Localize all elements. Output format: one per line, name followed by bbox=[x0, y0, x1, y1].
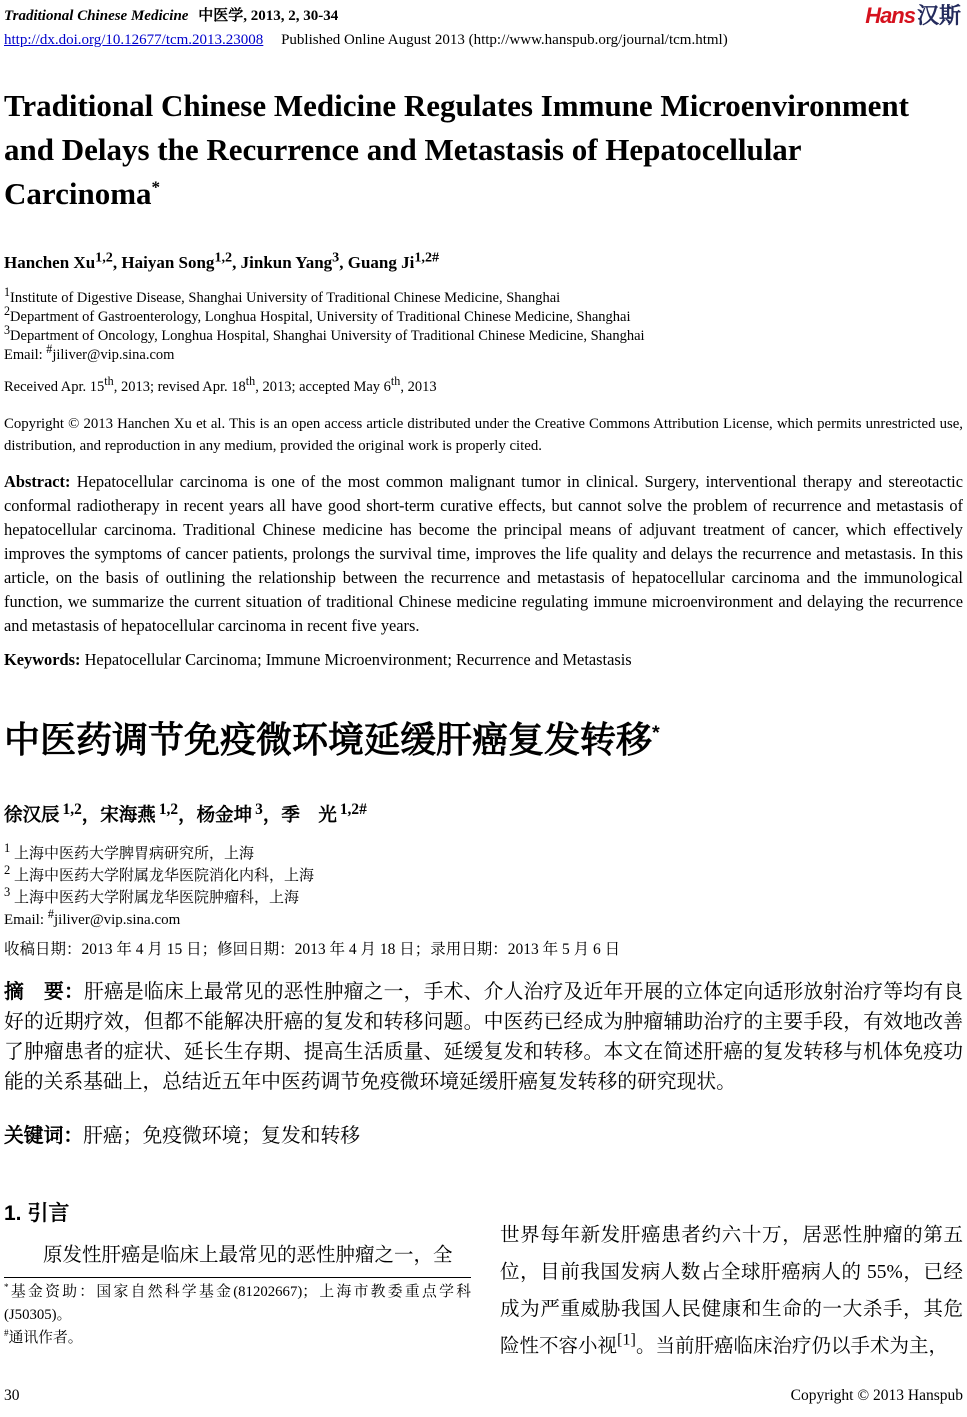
footer-copyright: Copyright © 2013 Hanspub bbox=[790, 1387, 963, 1404]
keywords-cn bbox=[4, 1123, 963, 1149]
hans-logo-latin: Hans bbox=[865, 3, 915, 28]
paper-title-cn-text: 中医药调节免疫微环境延缓肝癌复发转移 bbox=[4, 719, 653, 760]
title-footnote-marker-cn: * bbox=[652, 722, 660, 744]
affiliation-marker: 3 bbox=[4, 323, 11, 338]
author-name-cn: 宋海燕 bbox=[100, 806, 156, 826]
footnote-marker: # bbox=[4, 1328, 9, 1339]
author-affiliation-marker: 3 bbox=[332, 249, 340, 266]
affiliation-text: Institute of Digestive Disease, Shanghai University of Traditional Chinese Medicine, Shanghai bbox=[10, 290, 561, 306]
authors-en bbox=[4, 249, 963, 274]
corresponding-marker: # bbox=[47, 907, 54, 921]
received-text: , 2013 bbox=[400, 379, 437, 395]
received-text: Received Apr. 15 bbox=[4, 379, 105, 395]
author-name: Haiyan Song bbox=[121, 253, 215, 272]
two-column-section bbox=[4, 1201, 963, 1365]
email-label: Email: bbox=[4, 347, 47, 363]
title-footnote-marker: * bbox=[151, 177, 161, 197]
email-address: jiliver@vip.sina.com bbox=[52, 347, 175, 363]
author-name-cn: 季 光 bbox=[281, 806, 337, 826]
email-address: jiliver@vip.sina.com bbox=[54, 912, 181, 928]
affiliation-text: Department of Gastroenterology, Longhua Hospital, University of Traditional Chinese Medicine, Shanghai bbox=[10, 309, 631, 325]
footnote-text: 基金资助：国家自然科学基金(81202667)；上海市教委重点学科(J50305)。 bbox=[4, 1284, 471, 1323]
affiliation-marker: 2 bbox=[4, 304, 11, 319]
author-separator: , bbox=[339, 253, 348, 272]
hans-logo bbox=[865, 4, 961, 28]
doi-link[interactable]: http://dx.doi.org/10.12677/tcm.2013.23008 bbox=[4, 32, 264, 48]
email-line bbox=[4, 342, 963, 365]
authors-cn bbox=[4, 800, 963, 828]
intro-right-text: 世界每年新发肝癌患者约六十万，居恶性肿瘤的第五位，目前我国发病人数占全球肝癌病人的 55%，已经成为严重威胁我国人民健康和生命的一大杀手，其危险性不容小视 bbox=[500, 1225, 963, 1357]
keywords-label: Keywords: bbox=[4, 650, 81, 669]
left-column bbox=[4, 1201, 471, 1365]
author-name: Hanchen Xu bbox=[4, 253, 96, 272]
right-column bbox=[500, 1201, 963, 1365]
paper-title-en-text: Traditional Chinese Medicine Regulates Immune Microenvironment and Delays the Recurrence and Metastasis of Hepatocellular Carcinoma bbox=[4, 88, 909, 211]
author-affiliation-marker: 1,2# bbox=[414, 249, 440, 266]
section-heading: 1. 引言 bbox=[4, 1202, 70, 1225]
page-footer bbox=[4, 1387, 963, 1405]
author-name-cn: 杨金坤 bbox=[196, 806, 253, 826]
keywords-cn-label: 关键词： bbox=[4, 1125, 84, 1147]
journal-title: Traditional Chinese Medicine bbox=[4, 8, 189, 24]
affiliation-line bbox=[4, 323, 963, 346]
received-text: , 2013; accepted May 6 bbox=[255, 379, 391, 395]
corresponding-marker: # bbox=[46, 342, 53, 357]
ordinal-sup: th bbox=[104, 374, 114, 389]
dates-cn: 收稿日期：2013 年 4 月 15 日；修回日期：2013 年 4 月 18 日；录用日期：2013 年 5 月 6 日 bbox=[4, 941, 621, 958]
footnote-marker: * bbox=[4, 1282, 9, 1293]
abstract-cn-label: 摘 要： bbox=[4, 981, 84, 1003]
affiliation-marker: 2 bbox=[4, 863, 11, 877]
author-affiliation-marker: 1,2 bbox=[62, 800, 82, 818]
email-line-cn bbox=[4, 909, 963, 931]
intro-paragraph-right bbox=[500, 1217, 963, 1365]
author-separator: , bbox=[112, 253, 122, 272]
affiliation-text: 上海中医药大学附属龙华医院消化内科，上海 bbox=[14, 868, 315, 884]
copyright-notice: Copyright © 2013 Hanchen Xu et al. This is an open access article distributed under the Creative Commons Attribution License, which permits unrestricted use, distribution, and reproduction in any medium, provided the original work is properly cited. bbox=[4, 416, 963, 454]
footnotes bbox=[4, 1281, 471, 1350]
keywords-cn-text: 肝癌；免疫微环境；复发和转移 bbox=[83, 1125, 361, 1147]
abstract-cn-text: 肝癌是临床上最常见的恶性肿瘤之一，手术、介人治疗及近年开展的立体定向适形放射治疗等均有良好的近期疗效，但都不能解决肝癌的复发和转移问题。中医药已经成为肿瘤辅助治疗的主要手段，有效地改善了肿瘤患者的症状、延长生存期、提高生活质量、延缓复发和转移。本文在简述肝癌的复发转移与机体免疫功能的关系基础上，总结近五年中医药调节免疫微环境延缓肝癌复发转移的研究现状。 bbox=[4, 981, 963, 1093]
affiliations-en bbox=[4, 285, 963, 365]
abstract-label: Abstract: bbox=[4, 472, 71, 491]
ordinal-sup: th bbox=[245, 374, 256, 389]
affiliation-line-cn bbox=[4, 887, 963, 909]
paper-title-en bbox=[4, 84, 963, 216]
affiliation-line-cn bbox=[4, 843, 963, 865]
author-affiliation-marker: 1,2 bbox=[95, 249, 113, 266]
intro-right-text: 。当前肝癌临床治疗仍以手术为主， bbox=[635, 1336, 948, 1357]
hans-logo-cn: 汉斯 bbox=[916, 3, 961, 28]
affiliation-text: 上海中医药大学脾胃病研究所，上海 bbox=[14, 846, 255, 862]
keywords-en bbox=[4, 649, 963, 671]
footnote-text: 通讯作者。 bbox=[8, 1330, 83, 1346]
journal-issue-info: 中医学, 2013, 2, 30-34 bbox=[198, 8, 339, 24]
author-name-cn: 徐汉辰 bbox=[4, 806, 60, 826]
journal-header bbox=[4, 3, 963, 28]
author-affiliation-marker: 1,2 bbox=[214, 249, 233, 266]
affiliation-marker: 3 bbox=[4, 885, 11, 899]
intro-paragraph-left: 原发性肝癌是临床上最常见的恶性肿瘤之一，全 bbox=[43, 1245, 453, 1266]
page-number: 30 bbox=[4, 1387, 20, 1404]
paper-title-cn bbox=[4, 718, 963, 762]
author-separator: , bbox=[232, 253, 241, 272]
author-affiliation-marker: 1,2 bbox=[158, 800, 179, 818]
affiliation-text: Department of Oncology, Longhua Hospital, Shanghai University of Traditional Chinese Medicine, Shanghai bbox=[10, 328, 645, 344]
author-separator: ， bbox=[262, 806, 282, 826]
affiliation-marker: 1 bbox=[4, 285, 11, 300]
email-label: Email: bbox=[4, 912, 48, 928]
affiliation-line bbox=[4, 304, 963, 327]
abstract-cn bbox=[4, 977, 963, 1097]
published-info: Published Online August 2013 (http://www.hanspub.org/journal/tcm.html) bbox=[281, 32, 728, 48]
funding-footnote bbox=[4, 1281, 471, 1327]
received-text: , 2013; revised Apr. 18 bbox=[113, 379, 246, 395]
author-affiliation-marker: 3 bbox=[255, 800, 263, 818]
author-name: Jinkun Yang bbox=[240, 253, 333, 272]
author-name: Guang Ji bbox=[347, 253, 415, 272]
author-separator: ， bbox=[178, 806, 197, 826]
affiliations-cn bbox=[4, 843, 963, 931]
author-affiliation-marker: 1,2# bbox=[339, 800, 367, 818]
affiliation-marker: 1 bbox=[4, 841, 11, 855]
keywords-text: Hepatocellular Carcinoma; Immune Microenvironment; Recurrence and Metastasis bbox=[84, 650, 632, 669]
footnote-rule bbox=[4, 1277, 471, 1278]
citation-marker: [1] bbox=[617, 1330, 636, 1349]
author-separator: ， bbox=[81, 806, 101, 826]
affiliation-line bbox=[4, 285, 963, 308]
abstract-en bbox=[4, 470, 963, 638]
affiliation-text: 上海中医药大学附属龙华医院肿瘤科，上海 bbox=[14, 890, 300, 906]
corresponding-author-footnote bbox=[4, 1327, 471, 1350]
ordinal-sup: th bbox=[390, 374, 401, 389]
abstract-text: Hepatocellular carcinoma is one of the most common malignant tumor in clinical. Surgery, interventional therapy and stereotactic conformal radiotherapy in recent years all have good short-term curative effects, but cannot solve the problem of recurrence and metastasis of hepatocellular carcinoma. Traditional Chinese medicine has become the principal means of adjuvant treatment of cancer, which effectively improves the symptoms of cancer patients, prolongs the survival time, improves the life quality and delays the recurrence and metastasis. In this article, on the basis of outlining the relationship between the recurrence and metastasis of hepatocellular carcinoma and the immunological function, we summarize the current situation of traditional Chinese medicine regulating immune microenvironment and delaying the recurrence and metastasis of hepatocellular carcinoma in recent five years. bbox=[4, 472, 963, 635]
affiliation-line-cn bbox=[4, 865, 963, 887]
doi-line bbox=[4, 30, 963, 50]
received-line bbox=[4, 374, 963, 397]
